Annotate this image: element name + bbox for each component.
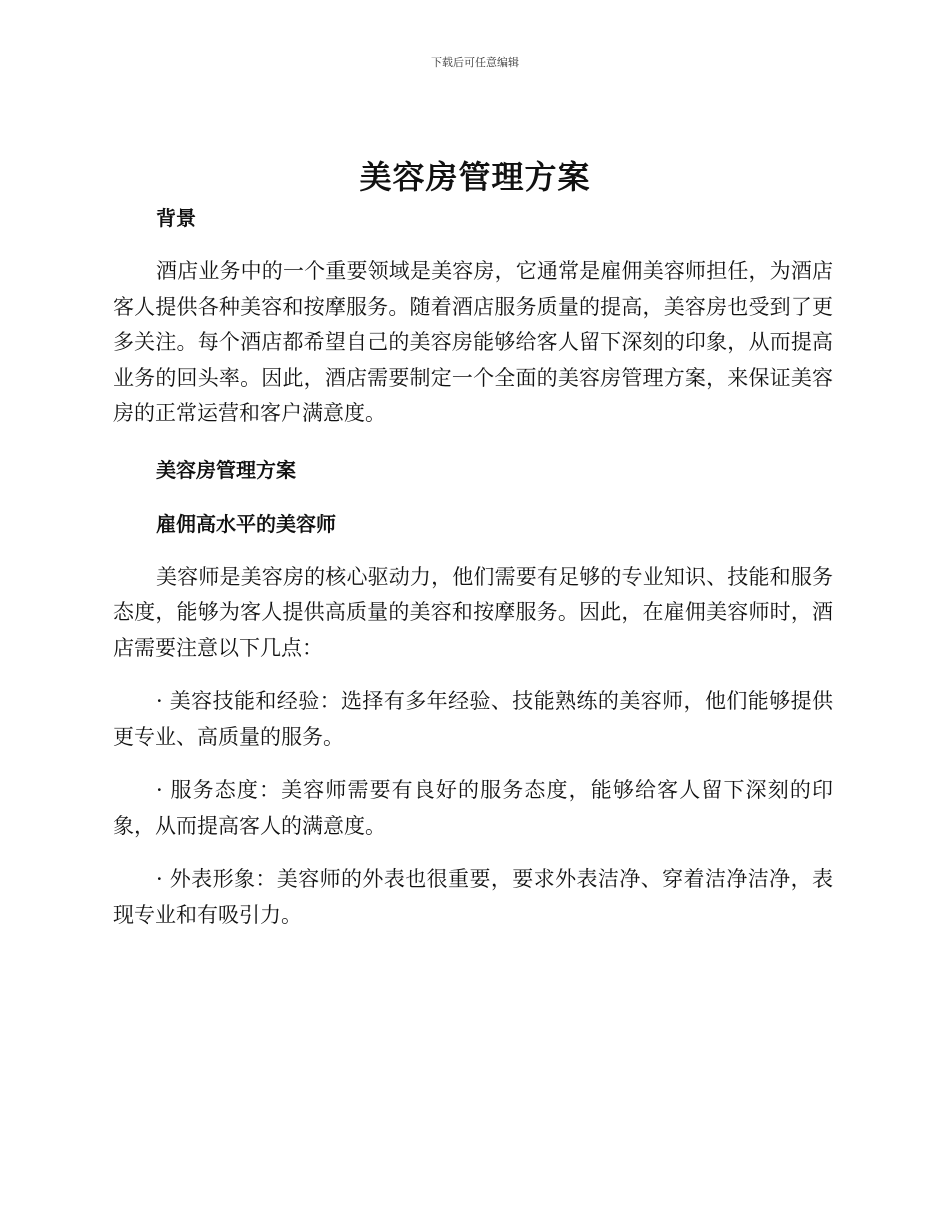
bullet-item-skills: · 美容技能和经验：选择有多年经验、技能熟练的美容师，他们能够提供更专业、高质量的服务。 [113,689,833,749]
document-body [113,200,833,933]
background-paragraph: 酒店业务中的一个重要领域是美容房，它通常是雇佣美容师担任，为酒店客人提供各种美容和按摩服务。随着酒店服务质量的提高，美容房也受到了更多关注。每个酒店都希望自己的美容房能够给客人留下深刻的印象，从而提高业务的回头率。因此，酒店需要制定一个全面的美容房管理方案，来保证美容房的正常运营和客户满意度。 [113,259,833,425]
section-heading-hire: 雇佣高水平的美容师 [156,511,336,536]
hire-paragraph: 美容师是美容房的核心驱动力，他们需要有足够的专业知识、技能和服务态度，能够为客人提供高质量的美容和按摩服务。因此，在雇佣美容师时，酒店需要注意以下几点： [113,564,833,660]
document-title: 美容房管理方案 [359,158,591,196]
section-heading-plan: 美容房管理方案 [156,457,296,482]
bullet-item-appearance: · 外表形象：美容师的外表也很重要，要求外表洁净、穿着洁净洁净，表现专业和有吸引力。 [113,867,833,927]
section-heading-background: 背景 [156,206,196,230]
bullet-item-attitude: · 服务态度：美容师需要有良好的服务态度，能够给客人留下深刻的印象，从而提高客人的满意度。 [113,778,833,838]
header-note: 下载后可任意编辑 [431,56,519,69]
